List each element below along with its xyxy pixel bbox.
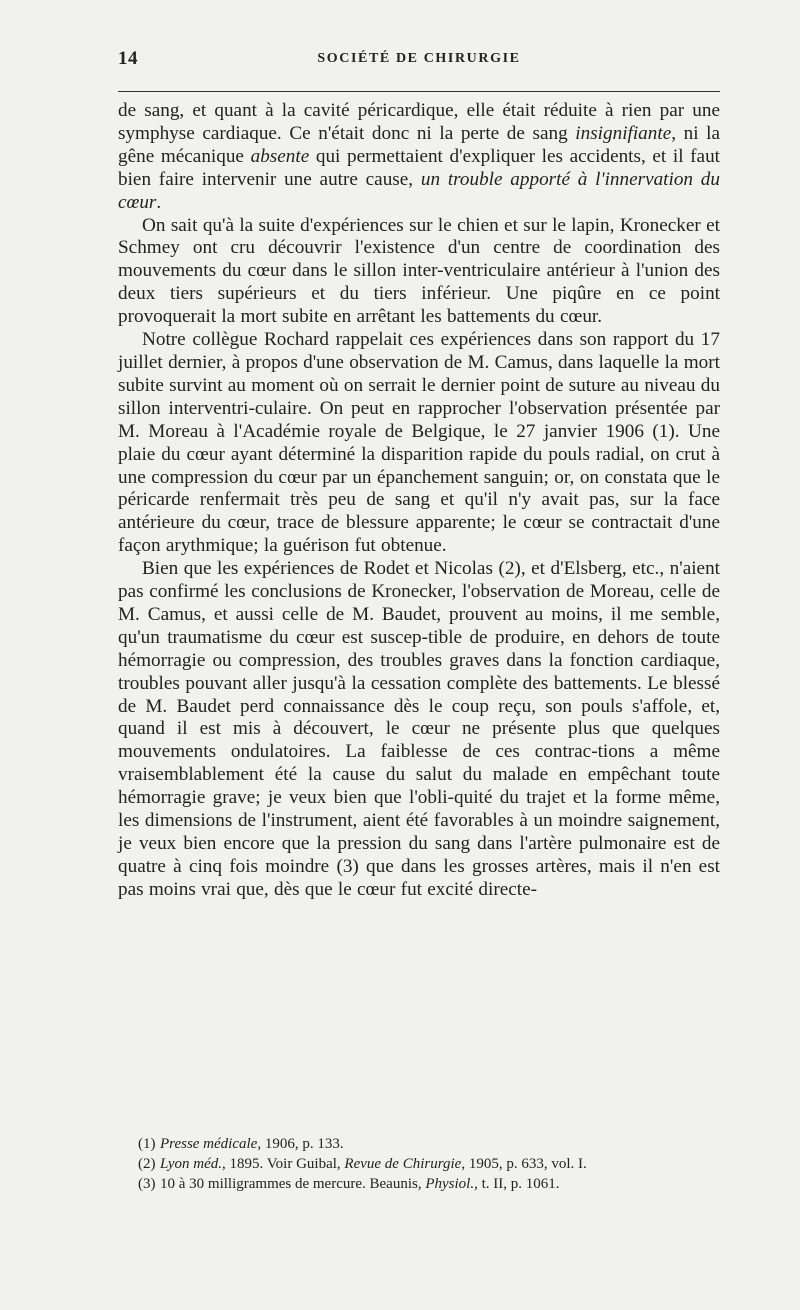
paragraph-3: Notre collègue Rochard rappelait ces expériences dans son rapport du 17 juillet dernier, à propos d'une observation de M. Camus, dans laquelle la mort subite survint au moment où on serrait le dernier point de suture au niveau du sillon interventri-culaire. On peut en rapprocher l'observation présentée par M. Moreau à l'Académie royale de Belgique, le 27 janvier 1906 (1). Une plaie du cœur ayant déterminé la disparition rapide du pouls radial, on crut à une compression du cœur par un épanchement sanguin; or, on constata que le péricarde renfermait très peu de sang et qu'il n'y avait pas, sur la face antérieure du cœur, trace de blessure apparente; le cœur se contractait d'une façon arythmique; la guérison fut obtenue. <box>118 329 720 557</box>
footnote-2: (2) Lyon méd., 1895. Voir Guibal, Revue de Chirurgie, 1905, p. 633, vol. I. <box>138 1156 587 1172</box>
footnote-mark: (1) <box>138 1136 156 1152</box>
footnote-mark: (3) <box>138 1176 156 1192</box>
footnotes <box>138 1134 720 1194</box>
footnote-mark: (2) <box>138 1156 156 1172</box>
header-rule <box>118 91 720 92</box>
paragraph-1: de sang, et quant à la cavité péricardique, elle était réduite à rien par une symphyse cardiaque. Ce n'était donc ni la perte de sang insignifiante, ni la gêne mécanique absente qui permettaient d'expliquer les accidents, et il faut bien faire intervenir une autre cause, un trouble apporté à l'innervation du cœur. <box>118 100 721 213</box>
page-header <box>118 48 720 74</box>
italic-term: insignifiante <box>575 122 672 144</box>
body-text <box>118 100 720 902</box>
footnote-1: (1) Presse médicale, 1906, p. 133. <box>138 1136 344 1152</box>
paragraph-2: On sait qu'à la suite d'expériences sur le chien et sur le lapin, Kronecker et Schmey ont cru découvrir l'existence d'un centre de coordination des mouvements du cœur dans le sillon inter-ventriculaire antérieur à l'union des deux tiers supérieurs et du tiers inférieur. Une piqûre en ce point provoquerait la mort subite en arrêtant les battements du cœur. <box>118 214 720 328</box>
page-number: 14 <box>118 48 138 69</box>
italic-term: absente <box>250 145 310 167</box>
paragraph-4: Bien que les expériences de Rodet et Nicolas (2), et d'Elsberg, etc., n'aient pas confirmé les conclusions de Kronecker, l'observation de Moreau, celle de M. Camus, et aussi celle de M. Baudet, prouvent au moins, il me semble, qu'un traumatisme du cœur est suscep-tible de produire, en dehors de toute hémorragie ou compression, des troubles graves dans la fonction cardiaque, troubles pouvant aller jusqu'à la cessation complète des battements. Le blessé de M. Baudet perd connaissance dès le coup reçu, son pouls s'affole, et, quand il est mis à découvert, le cœur ne présente plus que quelques mouvements ondulatoires. La faiblesse de ces contrac-tions a même vraisemblablement été la cause du salut du malade en empêchant toute hémorragie grave; je veux bien que l'obli-quité du trajet et la forme même, les dimensions de l'instrument, aient été favorables à un moindre saignement, je veux bien encore que la pression du sang dans l'artère pulmonaire est de quatre à cinq fois moindre (3) que dans les grosses artères, mais il n'en est pas moins vrai que, dès que le cœur fut excité directe- <box>118 558 720 900</box>
footnote-3: (3) 10 à 30 milligrammes de mercure. Beaunis, Physiol., t. II, p. 1061. <box>138 1176 560 1192</box>
running-head: SOCIÉTÉ DE CHIRURGIE <box>317 51 521 66</box>
italic-term: un trouble apporté à l'innervation du cœur <box>118 168 720 213</box>
